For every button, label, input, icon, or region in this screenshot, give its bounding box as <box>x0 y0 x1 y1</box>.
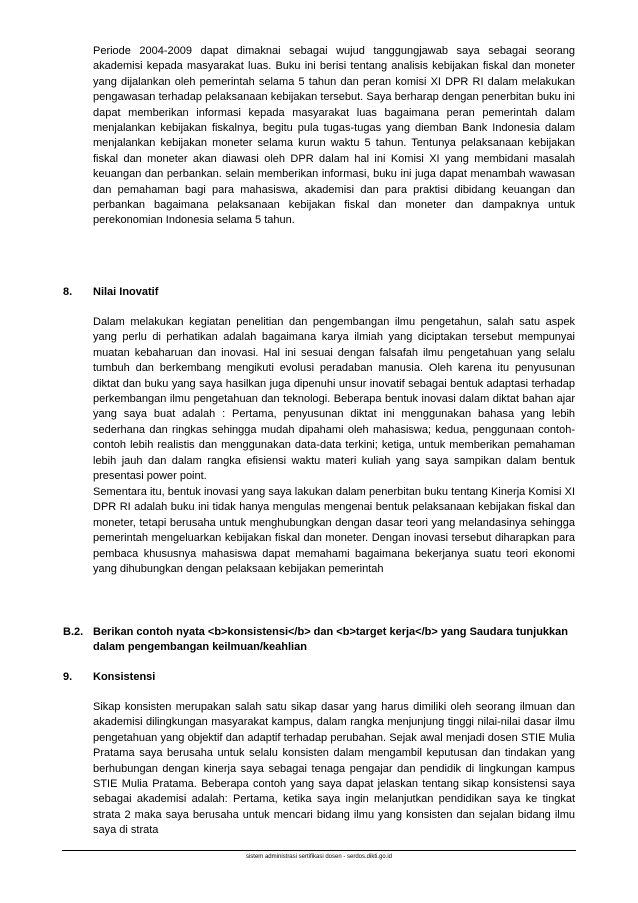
section-b2-number: B.2. <box>63 626 84 638</box>
section-8-paragraph-2: Sementara itu, bentuk inovasi yang saya lakukan dalam penerbitan buku tentang Kinerja Komisi XI DPR RI adalah buku ini tidak hanya mengulas mengenai bentuk pelaksanaan kebijakan fiskal dan moneter, tetapi berusaha untuk menghubungkan dengan dasar teori yang melandasinya sehingga pemerintah mengeluarkan kebijakan fiskal dan moneter. Dengan inovasi tersebut diharapkan para pembaca khususnya mahasiswa dapat memahami bagaimana bekerjanya suatu teori ekonomi yang dihubungkan dengan pelaksaan kebijakan pemerintah <box>93 486 575 576</box>
page-footer: sistem administrasi sertifikasi dosen - serdos.dikti.go.id <box>245 854 393 860</box>
footer-divider <box>62 850 576 851</box>
section-9-number: 9. <box>63 671 73 683</box>
intro-paragraph: Periode 2004-2009 dapat dimaknai sebagai wujud tanggungjawab saya sebagai seorang akademisi kepada masyarakat luas. Buku ini berisi tentang analisis kebijakan fiskal dan moneter yang dijalankan oleh pemerintah selama 5 tahun dan peran komisi XI DPR RI dalam melakukan pengawasan terhadap pelaksanaan kebijakan tersebut. Saya berharap dengan penerbitan buku ini dapat memberikan informasi kepada masyarakat luas bagaimana peran pemerintah dalam menjalankan kebijakan fiskalnya, begitu pula tugas-tugas yang diemban Bank Indonesia dalam menjalankan kebijakan moneter selama kurun waktu 5 tahun. Tentunya pelaksanaan kebijakan fiskal dan moneter akan diawasi oleh DPR dalam hal ini Komisi XI yang membidani masalah keuangan dan perbankan. selain memberikan informasi, buku ini juga dapat menambah wawasan dan pemahaman bagi para mahasiswa, akademisi dan para praktisi dibidang keuangan dan perbankan bagaimana pelaksanaan kebijakan fiskal dan moneter dan dampaknya untuk perekonomian Indonesia selama 5 tahun. <box>93 45 575 227</box>
section-8-number: 8. <box>63 286 73 298</box>
section-b2-title: Berikan contoh nyata <b>konsistensi</b> dan <b>target kerja</b> yang Saudara tunjukkan dalam pengembangan keilmuan/keahlian <box>93 626 568 654</box>
section-9-title: Konsistensi <box>93 671 156 683</box>
section-8-title: Nilai Inovatif <box>93 286 159 298</box>
section-9-paragraph: Sikap konsisten merupakan salah satu sikap dasar yang harus dimiliki oleh seorang ilmuan dan akademisi dilingkungan masyarakat kampus, dalam rangka menjunjung tinggi nilai-nilai dasar ilmu pengetahuan yang objektif dan adaptif terhadap perubahan. Sejak awal menjadi dosen STIE Mulia Pratama saya berusaha untuk selalu konsisten dalam mengambil keputusan dan tindakan yang berhubungan dengan kinerja saya sebagai tenaga pengajar dan pendidik di lingkungan kampus STIE Mulia Pratama. Beberapa contoh yang saya dapat jelaskan tentang sikap konsistensi saya sebagai akademisi adalah: Pertama, ketika saya ingin melanjutkan pendidikan saya ke tingkat strata 2 maka saya berusaha untuk mencari bidang ilmu yang konsisten dan sejalan bidang ilmu saya di strata <box>93 701 575 837</box>
section-8-paragraph-1: Dalam melakukan kegiatan penelitian dan pengembangan ilmu pengetahun, salah satu aspek yang perlu di perhatikan adalah bagaimana karya ilmiah yang diciptakan tersebut mempunyai muatan kebaharuan dan inovasi. Hal ini sesuai dengan falsafah ilmu pengetahuan yang selalu tumbuh dan berkembang mengikuti evolusi peradaban manusia. Oleh karena itu penyusunan diktat dan buku yang saya hasilkan juga dipenuhi unsur inovatif sebagai bentuk adaptasi terhadap perkembangan ilmu pengetahuan dan teknologi. Beberapa bentuk inovasi dalam diktat bahan ajar yang saya buat adalah : Pertama, penyusunan diktat ini menggunakan bahasa yang lebih sederhana dan ringkas sehingga mudah dipahami oleh mahasiswa; kedua, penggunaan contoh-contoh lebih realistis dan menggunakan data-data terkini; ketiga, untuk memberikan pemahaman lebih jauh dan dalam rangka efisiensi waktu materi kuliah yang saya sampikan dalam bentuk presentasi power point. <box>93 316 575 483</box>
